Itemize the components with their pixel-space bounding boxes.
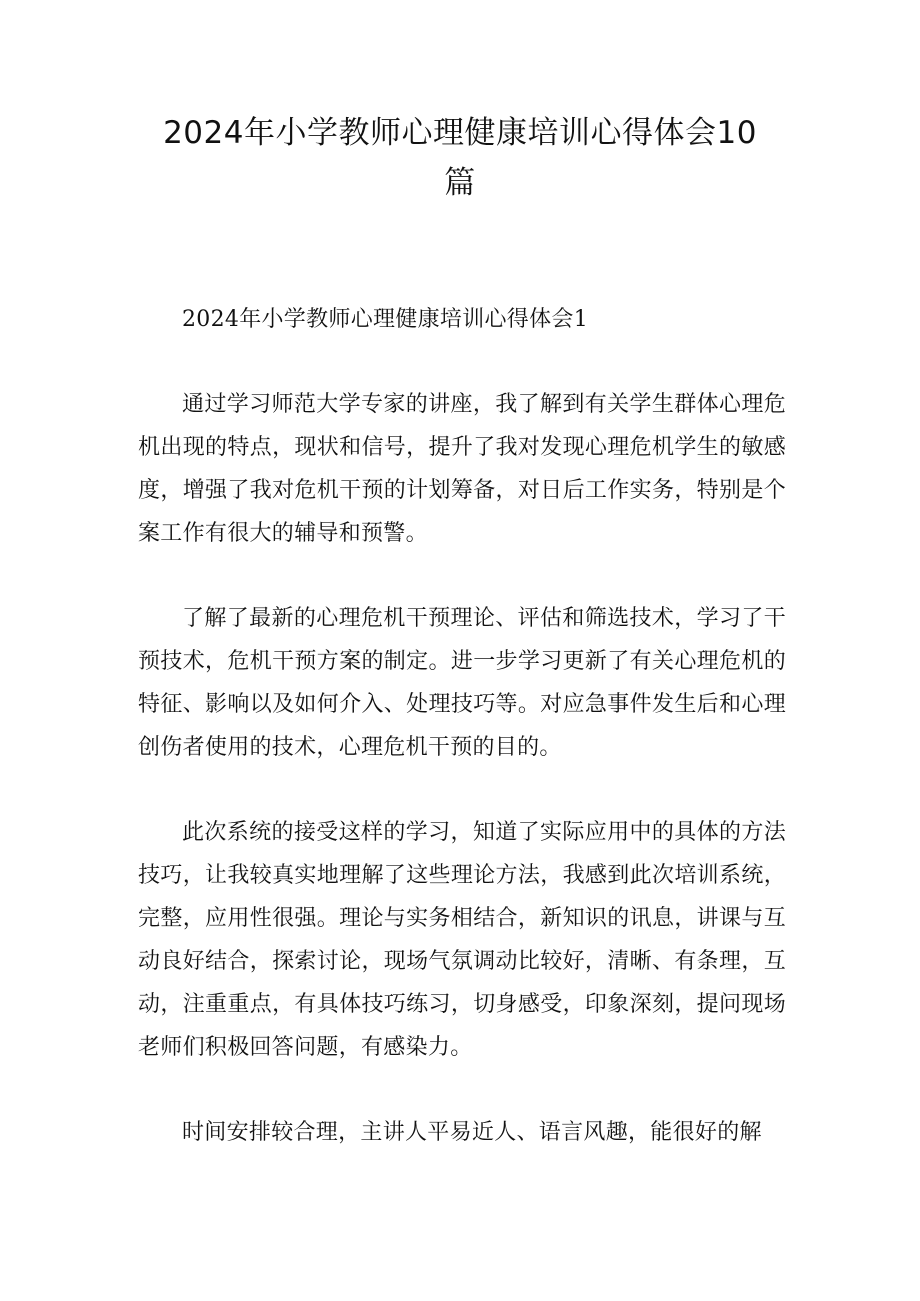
document-title-line-2: 篇 — [444, 165, 476, 201]
paragraph-1: 通过学习师范大学专家的讲座，我了解到有关学生群体心理危机出现的特点，现状和信号，提升了我对发现心理危机学生的敏感度，增强了我对危机干预的计划筹备，对日后工作实务，特别是个案工作有很大的辅导和预警。 — [138, 392, 786, 546]
paragraph-4: 时间安排较合理，主讲人平易近人、语言风趣，能很好的解 — [182, 1120, 762, 1145]
section-heading: 2024年小学教师心理健康培训心得体会1 — [182, 307, 588, 332]
paragraph-3: 此次系统的接受这样的学习，知道了实际应用中的具体的方法技巧，让我较真实地理解了这些理论方法，我感到此次培训系统，完整，应用性很强。理论与实务相结合，新知识的讯息，讲课与互动良好结合，探索讨论，现场气氛调动比较好，清晰、有条理，互动，注重重点，有具体技巧练习，切身感受，印象深刻，提问现场老师们积极回答问题，有感染力。 — [138, 820, 786, 1060]
document-title — [0, 108, 920, 208]
document-body — [138, 298, 786, 1196]
document-title-line-1: 2024年小学教师心理健康培训心得体会10 — [163, 115, 757, 151]
paragraph-2: 了解了最新的心理危机干预理论、评估和筛选技术，学习了干预技术，危机干预方案的制定。进一步学习更新了有关心理危机的特征、影响以及如何介入、处理技巧等。对应急事件发生后和心理创伤者使用的技术，心理危机干预的目的。 — [138, 606, 786, 760]
